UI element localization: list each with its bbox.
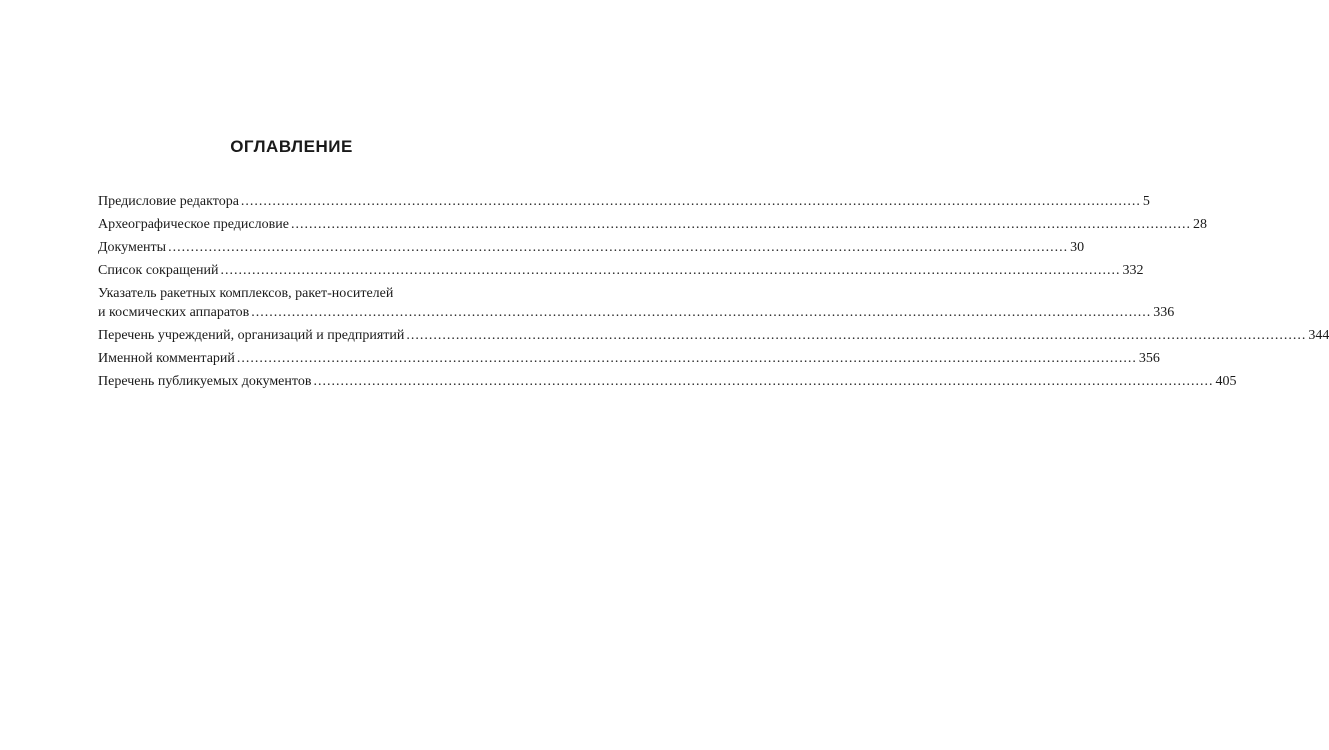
toc-entry-title-continued: и космических аппаратов: [98, 305, 250, 320]
toc-line: [98, 238, 1085, 257]
toc-line: [98, 349, 1160, 368]
toc-entry-title: Именной комментарий: [98, 351, 235, 366]
toc-entry: [98, 215, 1207, 234]
toc-page-number: 30: [1070, 240, 1085, 255]
toc-page-number: 344: [1308, 328, 1329, 343]
toc-page-number: 28: [1192, 217, 1207, 232]
dot-leader: ........................................................................................................................................................................................................: [251, 305, 1152, 320]
toc-entry: [98, 326, 1329, 345]
toc-line: [98, 215, 1207, 234]
toc-page-number: 332: [1122, 263, 1144, 278]
dot-leader: ........................................................................................................................................................................................................: [406, 328, 1307, 343]
toc-entry: [98, 372, 1237, 391]
toc-entry-title: Археографическое предисловие: [98, 217, 289, 232]
toc-line: [98, 326, 1329, 345]
toc-entry: [98, 238, 1085, 257]
toc-entry-title: Предисловие редактора: [98, 194, 239, 209]
toc-line: [98, 372, 1237, 391]
toc-entry-title: Указатель ракетных комплексов, ракет-носителей: [98, 286, 394, 301]
toc-entry-title: Перечень публикуемых документов: [98, 374, 312, 389]
toc-line: [98, 261, 1144, 280]
dot-leader: ........................................................................................................................................................................................................: [290, 217, 1191, 232]
toc-page-number: 336: [1153, 305, 1175, 320]
toc-entry-title: Документы: [98, 240, 167, 255]
dot-leader: ........................................................................................................................................................................................................: [236, 351, 1137, 366]
toc-entry: [98, 349, 1160, 368]
dot-leader: ........................................................................................................................................................................................................: [240, 194, 1141, 209]
page-title: ОГЛАВЛЕНИЕ: [230, 137, 353, 156]
toc-entry-title: Список сокращений: [98, 263, 219, 278]
table-of-contents: [98, 192, 1329, 395]
toc-page-number: 405: [1215, 374, 1237, 389]
dot-leader: ........................................................................................................................................................................................................: [220, 263, 1121, 278]
toc-line: [98, 284, 492, 303]
toc-line: [98, 303, 1175, 322]
toc-page-number: 5: [1142, 194, 1150, 209]
toc-page-number: 356: [1138, 351, 1160, 366]
toc-entry: [98, 261, 1144, 280]
toc-entry: [98, 284, 1175, 322]
toc-entry: [98, 192, 1150, 211]
toc-entry-title: Перечень учреждений, организаций и предприятий: [98, 328, 405, 343]
dot-leader: ........................................................................................................................................................................................................: [168, 240, 1069, 255]
dot-leader: ........................................................................................................................................................................................................: [313, 374, 1214, 389]
toc-line: [98, 192, 1150, 211]
